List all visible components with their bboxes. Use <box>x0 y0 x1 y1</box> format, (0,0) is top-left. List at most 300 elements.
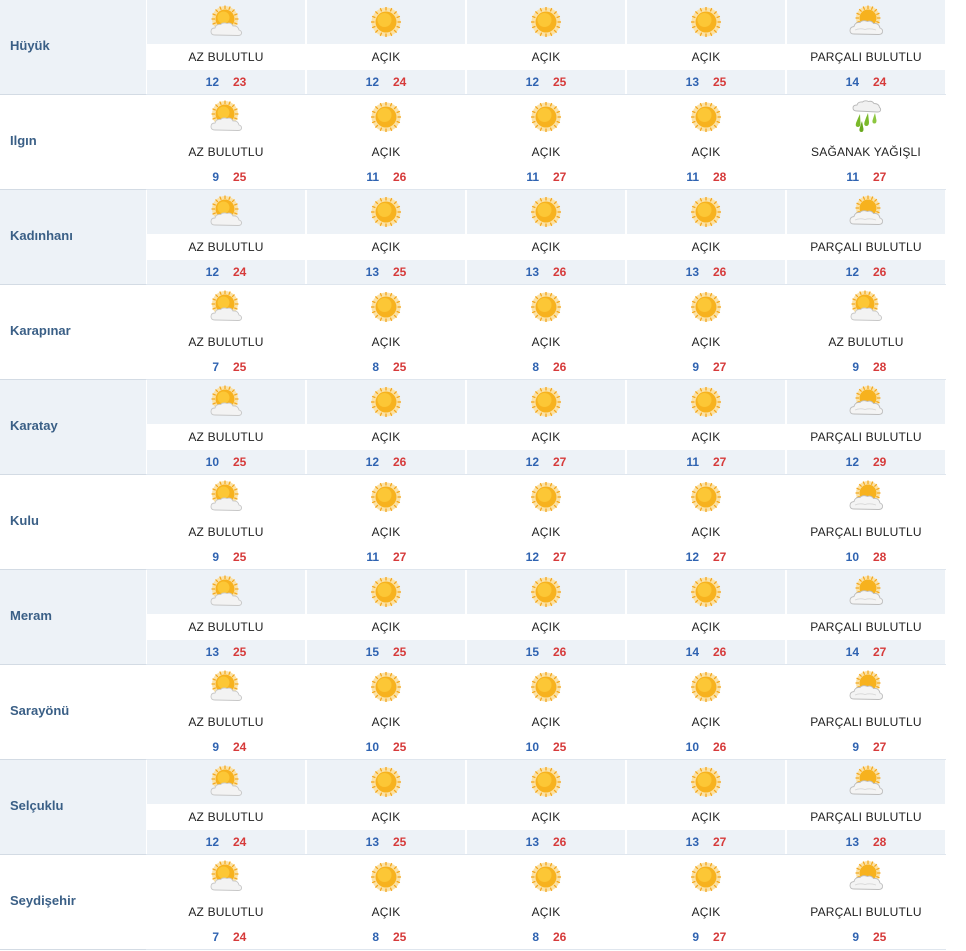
weather-description: AÇIK <box>371 335 401 349</box>
cloudy-sun-icon <box>848 479 884 515</box>
sun-icon <box>368 669 404 705</box>
forecast-day-cell <box>467 570 625 665</box>
min-temperature: 9 <box>212 170 219 184</box>
sun-icon <box>368 574 404 610</box>
sun-icon <box>528 574 564 610</box>
forecast-day-cell <box>307 570 465 665</box>
temperature-range <box>627 640 785 664</box>
min-temperature: 14 <box>845 75 859 89</box>
forecast-day-cell <box>307 855 465 950</box>
forecast-day-cell <box>307 380 465 475</box>
weather-description: AÇIK <box>531 715 561 729</box>
forecast-day-cell <box>787 475 945 570</box>
forecast-day-cell <box>627 855 785 950</box>
temperature-range <box>147 70 305 94</box>
max-temperature: 25 <box>393 265 407 279</box>
weather-description: AÇIK <box>371 620 401 634</box>
max-temperature: 28 <box>873 835 887 849</box>
weather-description: AÇIK <box>691 145 721 159</box>
forecast-day-cell <box>627 95 785 190</box>
forecast-day-cell <box>467 95 625 190</box>
weather-description: AZ BULUTLU <box>188 145 264 159</box>
min-temperature: 9 <box>212 740 219 754</box>
max-temperature: 25 <box>553 740 567 754</box>
temperature-range <box>627 355 785 379</box>
forecast-day-cell <box>467 380 625 475</box>
forecast-day-cell <box>787 95 945 190</box>
temperature-range <box>467 545 625 569</box>
min-temperature: 12 <box>685 550 699 564</box>
weather-description: AÇIK <box>531 905 561 919</box>
weather-description: AÇIK <box>371 430 401 444</box>
temperature-range <box>627 70 785 94</box>
min-temperature: 8 <box>532 930 539 944</box>
forecast-day-cell <box>467 665 625 760</box>
partly-cloudy-icon <box>208 479 244 515</box>
sun-icon <box>368 289 404 325</box>
forecast-day-cell <box>627 570 785 665</box>
min-temperature: 12 <box>205 265 219 279</box>
cloudy-sun-icon <box>848 384 884 420</box>
sun-icon <box>688 574 724 610</box>
max-temperature: 25 <box>873 930 887 944</box>
temperature-range <box>787 355 945 379</box>
max-temperature: 23 <box>233 75 247 89</box>
max-temperature: 25 <box>553 75 567 89</box>
min-temperature: 15 <box>365 645 379 659</box>
temperature-range <box>627 735 785 759</box>
forecast-day-cell <box>627 0 785 95</box>
max-temperature: 27 <box>713 455 727 469</box>
max-temperature: 24 <box>873 75 887 89</box>
sun-icon <box>688 384 724 420</box>
max-temperature: 24 <box>233 835 247 849</box>
min-temperature: 13 <box>845 835 859 849</box>
temperature-range <box>787 925 945 949</box>
forecast-day-cell <box>147 665 305 760</box>
forecast-day-cell <box>627 190 785 285</box>
temperature-range <box>787 450 945 474</box>
forecast-row <box>0 760 966 855</box>
sun-icon <box>528 669 564 705</box>
weather-description: PARÇALI BULUTLU <box>810 240 922 254</box>
sun-icon <box>368 4 404 40</box>
temperature-range <box>307 165 465 189</box>
weather-description: AÇIK <box>691 50 721 64</box>
min-temperature: 11 <box>526 170 539 184</box>
weather-description: AÇIK <box>691 905 721 919</box>
max-temperature: 24 <box>233 265 247 279</box>
forecast-day-cell <box>147 95 305 190</box>
sun-icon <box>688 859 724 895</box>
min-temperature: 13 <box>205 645 219 659</box>
sun-icon <box>528 289 564 325</box>
max-temperature: 26 <box>553 360 567 374</box>
sun-icon <box>528 479 564 515</box>
weather-description: PARÇALI BULUTLU <box>810 430 922 444</box>
weather-description: PARÇALI BULUTLU <box>810 810 922 824</box>
city-name[interactable]: Meram <box>10 608 52 623</box>
weather-description: AZ BULUTLU <box>188 905 264 919</box>
forecast-day-cell <box>147 0 305 95</box>
max-temperature: 25 <box>393 360 407 374</box>
temperature-range <box>147 925 305 949</box>
forecast-row <box>0 475 966 570</box>
max-temperature: 27 <box>393 550 407 564</box>
weather-description: AÇIK <box>691 620 721 634</box>
forecast-day-cell <box>787 760 945 855</box>
cloudy-sun-icon <box>848 859 884 895</box>
max-temperature: 25 <box>233 455 247 469</box>
weather-description: AÇIK <box>371 50 401 64</box>
min-temperature: 12 <box>365 75 379 89</box>
min-temperature: 12 <box>525 550 539 564</box>
weather-description: AZ BULUTLU <box>188 810 264 824</box>
cloudy-sun-icon <box>848 669 884 705</box>
max-temperature: 28 <box>713 170 727 184</box>
forecast-day-cell <box>627 665 785 760</box>
max-temperature: 25 <box>393 740 407 754</box>
forecast-day-cell <box>147 285 305 380</box>
max-temperature: 26 <box>393 455 407 469</box>
temperature-range <box>147 640 305 664</box>
sun-icon <box>688 4 724 40</box>
min-temperature: 11 <box>366 170 379 184</box>
weather-description: AÇIK <box>371 240 401 254</box>
weather-description: AÇIK <box>691 335 721 349</box>
temperature-range <box>627 450 785 474</box>
city-cell <box>0 570 146 665</box>
sun-icon <box>368 194 404 230</box>
city-cell <box>0 475 146 570</box>
temperature-range <box>627 925 785 949</box>
sun-icon <box>368 384 404 420</box>
max-temperature: 25 <box>233 645 247 659</box>
max-temperature: 27 <box>713 550 727 564</box>
sun-icon <box>528 99 564 135</box>
sun-icon <box>688 479 724 515</box>
max-temperature: 27 <box>553 455 567 469</box>
forecast-day-cell <box>627 285 785 380</box>
temperature-range <box>787 260 945 284</box>
city-name[interactable]: Karapınar <box>10 323 71 338</box>
partly-cloudy-icon <box>208 764 244 800</box>
min-temperature: 13 <box>525 835 539 849</box>
city-name[interactable]: Sarayönü <box>10 703 70 718</box>
min-temperature: 10 <box>205 455 219 469</box>
min-temperature: 11 <box>686 170 699 184</box>
temperature-range <box>787 640 945 664</box>
temperature-range <box>147 545 305 569</box>
partly-cloudy-icon <box>208 859 244 895</box>
forecast-day-cell <box>787 665 945 760</box>
max-temperature: 24 <box>233 740 247 754</box>
temperature-range <box>467 165 625 189</box>
partly-cloudy-icon <box>208 574 244 610</box>
forecast-day-cell <box>627 380 785 475</box>
min-temperature: 9 <box>852 740 859 754</box>
max-temperature: 26 <box>553 645 567 659</box>
max-temperature: 27 <box>873 170 887 184</box>
max-temperature: 25 <box>393 645 407 659</box>
sun-icon <box>528 859 564 895</box>
max-temperature: 25 <box>233 360 247 374</box>
sun-icon <box>368 99 404 135</box>
temperature-range <box>307 545 465 569</box>
partly-cloudy-icon <box>848 289 884 325</box>
min-temperature: 14 <box>685 645 699 659</box>
forecast-day-cell <box>307 475 465 570</box>
temperature-range <box>627 260 785 284</box>
showers-icon <box>848 99 884 135</box>
cloudy-sun-icon <box>848 764 884 800</box>
forecast-day-cell <box>307 760 465 855</box>
temperature-range <box>787 735 945 759</box>
min-temperature: 11 <box>686 455 699 469</box>
temperature-range <box>307 640 465 664</box>
weather-description: AÇIK <box>371 525 401 539</box>
partly-cloudy-icon <box>208 289 244 325</box>
sun-icon <box>368 859 404 895</box>
max-temperature: 27 <box>873 740 887 754</box>
max-temperature: 26 <box>713 265 727 279</box>
weather-description: AÇIK <box>371 810 401 824</box>
weather-description: AZ BULUTLU <box>188 620 264 634</box>
weather-description: AÇIK <box>531 240 561 254</box>
min-temperature: 10 <box>845 550 859 564</box>
forecast-row <box>0 570 966 665</box>
city-cell <box>0 0 146 95</box>
forecast-day-cell <box>627 475 785 570</box>
city-name[interactable]: Hüyük <box>10 38 50 53</box>
weather-description: AÇIK <box>531 525 561 539</box>
min-temperature: 9 <box>692 360 699 374</box>
city-name[interactable]: Kadınhanı <box>10 228 73 243</box>
city-cell <box>0 855 146 950</box>
weather-description: AZ BULUTLU <box>188 525 264 539</box>
max-temperature: 25 <box>233 170 247 184</box>
min-temperature: 13 <box>365 265 379 279</box>
min-temperature: 13 <box>685 265 699 279</box>
weather-description: AÇIK <box>531 810 561 824</box>
temperature-range <box>467 735 625 759</box>
weather-description: PARÇALI BULUTLU <box>810 905 922 919</box>
min-temperature: 14 <box>845 645 859 659</box>
min-temperature: 12 <box>525 455 539 469</box>
forecast-day-cell <box>787 285 945 380</box>
max-temperature: 28 <box>873 360 887 374</box>
forecast-day-cell <box>147 760 305 855</box>
sun-icon <box>368 764 404 800</box>
city-cell <box>0 760 146 855</box>
forecast-day-cell <box>147 570 305 665</box>
min-temperature: 10 <box>365 740 379 754</box>
max-temperature: 25 <box>233 550 247 564</box>
max-temperature: 28 <box>873 550 887 564</box>
city-name[interactable]: Seydişehir <box>10 893 76 908</box>
min-temperature: 12 <box>845 455 859 469</box>
temperature-range <box>147 165 305 189</box>
weather-description: AZ BULUTLU <box>188 430 264 444</box>
min-temperature: 9 <box>692 930 699 944</box>
weather-description: AÇIK <box>371 905 401 919</box>
min-temperature: 13 <box>525 265 539 279</box>
forecast-day-cell <box>787 190 945 285</box>
weather-description: AÇIK <box>691 430 721 444</box>
max-temperature: 25 <box>393 930 407 944</box>
min-temperature: 8 <box>372 360 379 374</box>
forecast-row <box>0 380 966 475</box>
city-cell <box>0 190 146 285</box>
city-name[interactable]: Selçuklu <box>10 798 64 813</box>
forecast-row <box>0 665 966 760</box>
partly-cloudy-icon <box>208 99 244 135</box>
max-temperature: 26 <box>873 265 887 279</box>
forecast-row <box>0 95 966 190</box>
forecast-day-cell <box>307 190 465 285</box>
max-temperature: 25 <box>393 835 407 849</box>
weather-description: AZ BULUTLU <box>188 335 264 349</box>
temperature-range <box>627 165 785 189</box>
temperature-range <box>467 260 625 284</box>
forecast-day-cell <box>307 0 465 95</box>
weather-description: AZ BULUTLU <box>188 50 264 64</box>
max-temperature: 26 <box>393 170 407 184</box>
forecast-day-cell <box>787 855 945 950</box>
temperature-range <box>147 450 305 474</box>
min-temperature: 7 <box>212 930 219 944</box>
min-temperature: 9 <box>852 360 859 374</box>
max-temperature: 27 <box>553 170 567 184</box>
temperature-range <box>467 830 625 854</box>
forecast-row <box>0 285 966 380</box>
weather-description: AÇIK <box>691 525 721 539</box>
max-temperature: 27 <box>873 645 887 659</box>
forecast-day-cell <box>787 0 945 95</box>
temperature-range <box>307 925 465 949</box>
partly-cloudy-icon <box>208 194 244 230</box>
city-cell <box>0 665 146 760</box>
forecast-row <box>0 190 966 285</box>
partly-cloudy-icon <box>208 384 244 420</box>
weather-description: AZ BULUTLU <box>188 715 264 729</box>
weather-description: PARÇALI BULUTLU <box>810 525 922 539</box>
forecast-day-cell <box>627 760 785 855</box>
temperature-range <box>467 70 625 94</box>
weather-description: AÇIK <box>691 240 721 254</box>
min-temperature: 13 <box>685 835 699 849</box>
temperature-range <box>467 640 625 664</box>
weather-description: AZ BULUTLU <box>828 335 904 349</box>
partly-cloudy-icon <box>208 669 244 705</box>
forecast-day-cell <box>467 0 625 95</box>
sun-icon <box>528 4 564 40</box>
temperature-range <box>307 450 465 474</box>
forecast-day-cell <box>307 665 465 760</box>
sun-icon <box>528 764 564 800</box>
temperature-range <box>787 545 945 569</box>
city-cell <box>0 285 146 380</box>
city-name[interactable]: Karatay <box>10 418 58 433</box>
min-temperature: 13 <box>685 75 699 89</box>
max-temperature: 27 <box>713 930 727 944</box>
max-temperature: 25 <box>713 75 727 89</box>
min-temperature: 9 <box>852 930 859 944</box>
min-temperature: 8 <box>532 360 539 374</box>
temperature-range <box>147 735 305 759</box>
city-name[interactable]: Kulu <box>10 513 39 528</box>
weather-description: PARÇALI BULUTLU <box>810 715 922 729</box>
forecast-day-cell <box>787 380 945 475</box>
weather-description: AÇIK <box>371 145 401 159</box>
temperature-range <box>307 260 465 284</box>
temperature-range <box>147 260 305 284</box>
forecast-day-cell <box>147 380 305 475</box>
temperature-range <box>787 70 945 94</box>
temperature-range <box>307 355 465 379</box>
temperature-range <box>307 830 465 854</box>
forecast-day-cell <box>787 570 945 665</box>
min-temperature: 10 <box>685 740 699 754</box>
max-temperature: 24 <box>393 75 407 89</box>
cloudy-sun-icon <box>848 194 884 230</box>
forecast-day-cell <box>467 760 625 855</box>
city-name[interactable]: Ilgın <box>10 133 37 148</box>
temperature-range <box>627 545 785 569</box>
temperature-range <box>307 735 465 759</box>
forecast-day-cell <box>147 855 305 950</box>
min-temperature: 11 <box>366 550 379 564</box>
temperature-range <box>787 165 945 189</box>
temperature-range <box>467 355 625 379</box>
min-temperature: 9 <box>212 550 219 564</box>
temperature-range <box>787 830 945 854</box>
weather-description: PARÇALI BULUTLU <box>810 50 922 64</box>
weather-description: AÇIK <box>531 430 561 444</box>
min-temperature: 10 <box>525 740 539 754</box>
max-temperature: 27 <box>713 360 727 374</box>
min-temperature: 7 <box>212 360 219 374</box>
temperature-range <box>147 830 305 854</box>
temperature-range <box>307 70 465 94</box>
city-cell <box>0 95 146 190</box>
forecast-day-cell <box>467 855 625 950</box>
min-temperature: 8 <box>372 930 379 944</box>
forecast-day-cell <box>467 475 625 570</box>
forecast-day-cell <box>307 285 465 380</box>
weather-description: SAĞANAK YAĞIŞLI <box>811 145 921 159</box>
sun-icon <box>368 479 404 515</box>
weather-description: AÇIK <box>691 715 721 729</box>
temperature-range <box>147 355 305 379</box>
min-temperature: 12 <box>525 75 539 89</box>
forecast-day-cell <box>467 285 625 380</box>
max-temperature: 26 <box>553 265 567 279</box>
sun-icon <box>688 194 724 230</box>
weather-description: AÇIK <box>531 620 561 634</box>
min-temperature: 15 <box>525 645 539 659</box>
row-divider <box>146 949 946 950</box>
min-temperature: 12 <box>205 835 219 849</box>
max-temperature: 26 <box>553 835 567 849</box>
temperature-range <box>467 450 625 474</box>
temperature-range <box>627 830 785 854</box>
partly-cloudy-icon <box>208 4 244 40</box>
weather-description: AÇIK <box>531 145 561 159</box>
temperature-range <box>467 925 625 949</box>
max-temperature: 26 <box>553 930 567 944</box>
max-temperature: 27 <box>553 550 567 564</box>
